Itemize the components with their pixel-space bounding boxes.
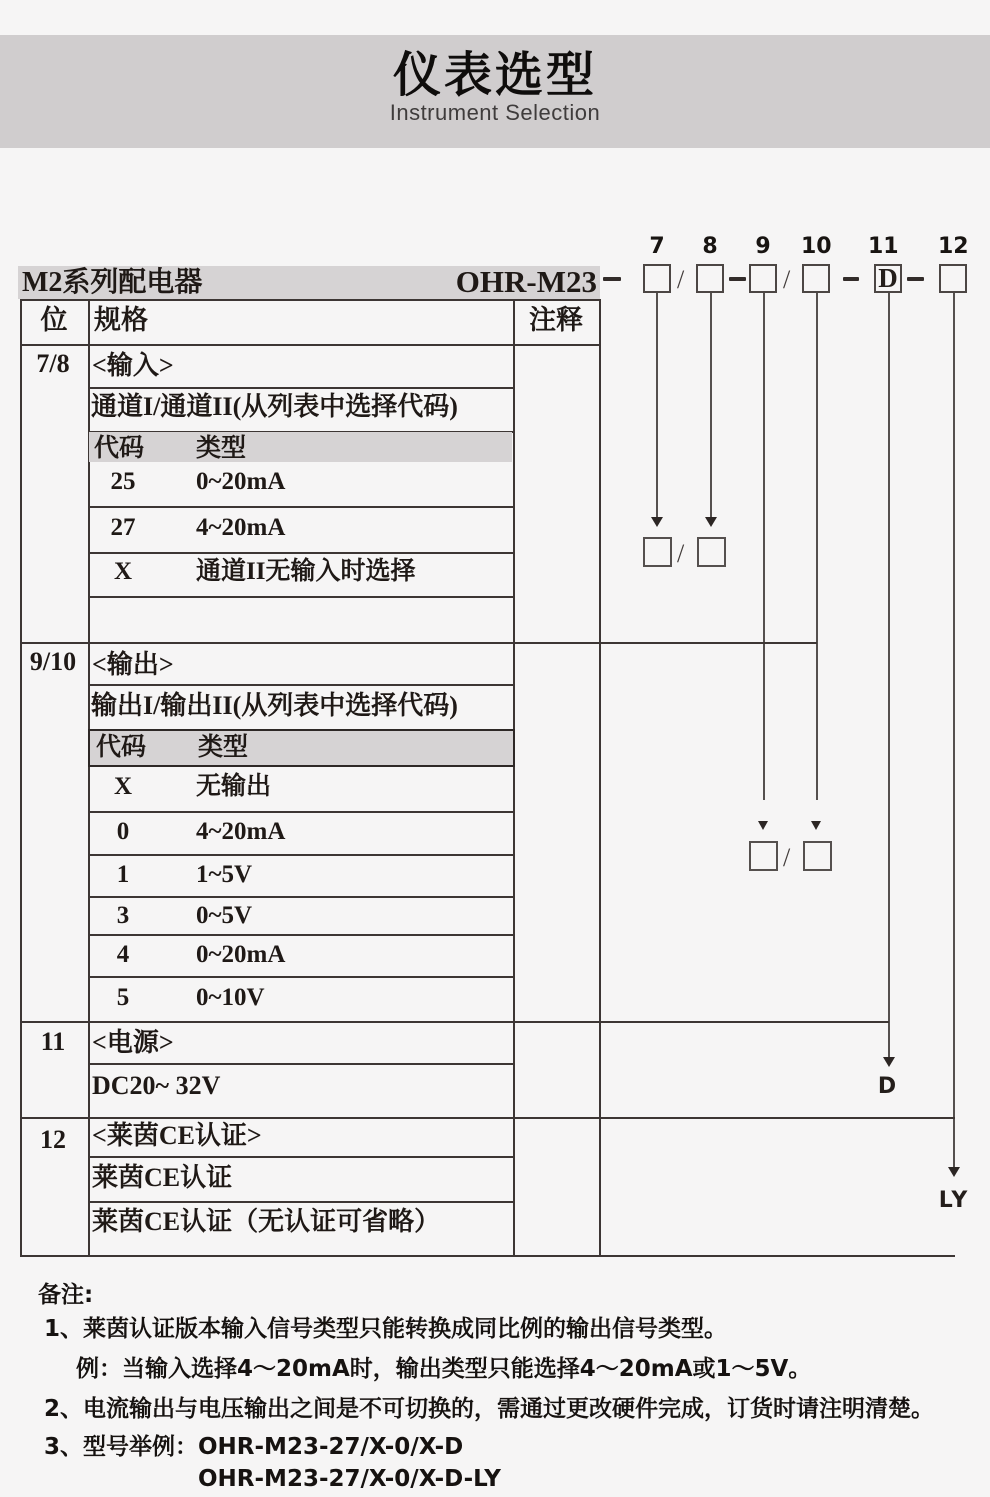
power-spec: DC20~ 32V	[92, 1071, 221, 1100]
model-prefix: OHR-M23	[455, 264, 597, 299]
target-box-input-2	[697, 537, 726, 567]
power-section-title: <电源>	[92, 1028, 174, 1057]
row-divider	[88, 811, 515, 813]
row-divider	[88, 387, 515, 389]
row-divider	[88, 506, 515, 508]
page-subtitle: Instrument Selection	[389, 99, 601, 125]
output-row-code: 1	[116, 861, 130, 888]
note-line-2: 2、电流输出与电压输出之间是不可切换的，需通过更改硬件完成，订货时请注明清楚。	[44, 1396, 935, 1422]
input-section-title: <输入>	[92, 351, 174, 380]
position-number-11: 11	[868, 234, 899, 259]
section-pos-9-10: 9/10	[29, 647, 77, 676]
slash-separator: /	[677, 539, 685, 568]
dash-separator	[843, 277, 859, 281]
page-header-banner	[0, 35, 990, 148]
header-cell-spec: 规格	[94, 305, 148, 335]
input-row-type: 通道II无输入时选择	[196, 558, 416, 585]
arrow-down-icon	[758, 821, 768, 830]
ce-option-note: 莱茵CE认证（无认证可省略）	[92, 1207, 441, 1236]
ce-section-title: <莱茵CE认证>	[92, 1121, 262, 1150]
connector-line-9	[763, 293, 765, 800]
input-row-code: 25	[110, 468, 136, 495]
position-number-7: 7	[649, 234, 665, 259]
model-box-11	[874, 264, 902, 293]
row-divider	[88, 934, 515, 936]
arrow-down-icon	[811, 821, 821, 830]
target-box-output-1	[749, 841, 778, 871]
output-row-type: 无输出	[196, 773, 272, 800]
output-row-type: 0~5V	[196, 902, 253, 929]
output-row-code: 5	[116, 984, 130, 1011]
dash-separator	[729, 277, 746, 281]
input-type-header: 类型	[196, 435, 247, 462]
arrow-down-icon	[883, 1057, 895, 1067]
model-box-10	[802, 264, 830, 293]
table-border-left	[20, 299, 22, 1257]
connector-line-7	[656, 293, 658, 518]
section-pos-11: 11	[40, 1027, 66, 1056]
input-code-header: 代码	[94, 435, 145, 462]
arrow-down-icon	[948, 1167, 960, 1177]
note-line-3: 3、型号举例：OHR-M23-27/X-0/X-D	[44, 1434, 464, 1460]
table-border-bottom	[20, 1255, 955, 1257]
model-box-9	[749, 264, 777, 293]
section-divider	[20, 1021, 889, 1023]
output-row-code: 0	[116, 818, 130, 845]
note-line-1-example: 例：当输入选择4～20mA时，输出类型只能选择4～20mA或1～5V。	[76, 1356, 812, 1382]
arrow-down-icon	[705, 517, 717, 527]
input-row-code: X	[113, 558, 133, 585]
position-number-9: 9	[755, 234, 771, 259]
output-row-code: 3	[116, 902, 130, 929]
output-row-code: X	[113, 773, 133, 800]
row-divider	[88, 896, 515, 898]
target-box-input-1	[643, 537, 672, 567]
output-row-type: 0~20mA	[196, 941, 286, 968]
connector-line-12	[953, 293, 955, 1168]
row-divider	[88, 976, 515, 978]
section-divider	[20, 642, 817, 644]
ce-code-label: LY	[938, 1188, 970, 1213]
output-row-type: 1~5V	[196, 861, 253, 888]
output-code-header: 代码	[96, 734, 147, 761]
section-pos-12: 12	[40, 1125, 66, 1154]
slash-separator: /	[677, 265, 685, 294]
series-name: M2系列配电器	[22, 267, 203, 298]
column-divider-note	[513, 299, 515, 1257]
note-line-3-example: OHR-M23-27/X-0/X-D-LY	[198, 1466, 501, 1492]
row-divider	[88, 854, 515, 856]
connector-line-8	[710, 293, 712, 518]
row-divider	[88, 1156, 515, 1158]
model-box-7	[643, 264, 671, 293]
output-section-subtitle: 输出I/输出II(从列表中选择代码)	[91, 691, 458, 720]
notes-heading: 备注:	[38, 1282, 94, 1308]
row-divider	[88, 1201, 515, 1203]
slash-separator: /	[783, 265, 791, 294]
input-row-type: 4~20mA	[196, 514, 286, 541]
position-number-8: 8	[702, 234, 718, 259]
position-number-12: 12	[938, 234, 969, 259]
input-code-header-strip	[89, 432, 512, 462]
dash-separator	[603, 277, 621, 281]
input-section-subtitle: 通道I/通道II(从列表中选择代码)	[91, 392, 458, 421]
target-box-output-2	[803, 841, 832, 871]
header-cell-position: 位	[40, 305, 68, 335]
output-row-type: 4~20mA	[196, 818, 286, 845]
row-divider	[88, 552, 515, 554]
model-box-8	[696, 264, 724, 293]
slash-separator: /	[783, 843, 791, 872]
arrow-down-icon	[651, 517, 663, 527]
table-border-top	[20, 299, 601, 301]
model-box-11-value: D	[878, 263, 898, 293]
note-line-1: 1、莱茵认证版本输入信号类型只能转换成同比例的输出信号类型。	[44, 1316, 728, 1342]
input-row-type: 0~20mA	[196, 468, 286, 495]
connector-line-10	[816, 293, 818, 800]
output-row-type: 0~10V	[196, 984, 265, 1011]
table-border-right	[599, 299, 601, 1257]
input-row-code: 27	[110, 514, 136, 541]
row-divider	[88, 1063, 515, 1065]
power-code-label: D	[877, 1074, 899, 1099]
output-type-header: 类型	[198, 734, 249, 761]
output-section-title: <输出>	[92, 650, 174, 679]
row-divider	[88, 684, 515, 686]
header-row-divider	[20, 344, 601, 346]
position-number-10: 10	[801, 234, 832, 259]
page-title: 仪表选型	[392, 47, 597, 103]
section-divider	[20, 1117, 955, 1119]
header-cell-note: 注释	[529, 305, 583, 335]
section-pos-7-8: 7/8	[36, 349, 70, 378]
dash-separator	[907, 277, 924, 281]
output-code-header-strip	[88, 729, 515, 767]
connector-line-11	[888, 293, 890, 1058]
row-divider	[88, 596, 515, 598]
output-row-code: 4	[116, 941, 130, 968]
ce-option: 莱茵CE认证	[92, 1163, 233, 1192]
model-box-12	[939, 264, 967, 293]
